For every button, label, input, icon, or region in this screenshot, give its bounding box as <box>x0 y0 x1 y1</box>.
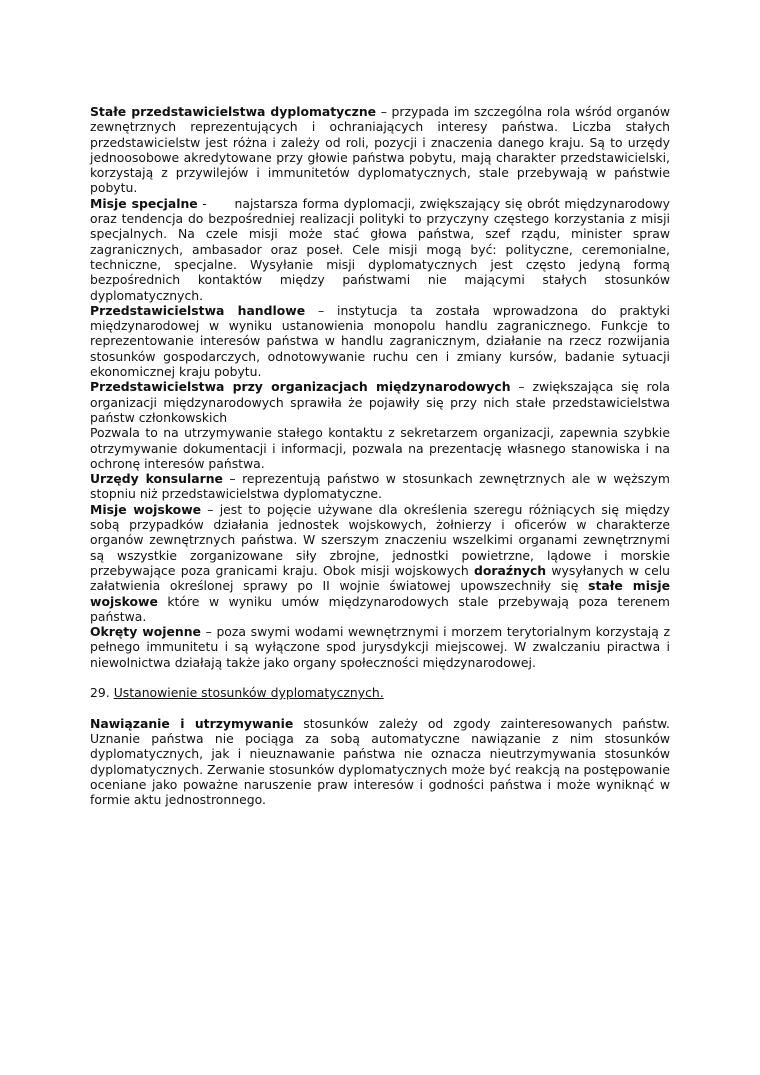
document-page <box>90 104 674 808</box>
paragraph-przedstawicielstwa-handlowe <box>90 303 670 379</box>
term-dorazne: doraźnych <box>474 562 547 578</box>
term-stale-misje-wojskowe: stałe misje wojskowe <box>90 578 670 609</box>
section-title: Ustanowienie stosunków dyplomatycznych. <box>113 685 384 701</box>
paragraph-text: stosunków zależy od zgody zainteresowanych państw. Uznanie państwa nie pociąga za sobą automatyczne nawiązanie z nim stosunków dyplomatycznych, jak i nieuznawanie państwa nie oznacza nieutrzymywania stosunków dyplomatycznych. Zerwanie stosunków dyplomatycznych może być reakcją na postępowanie oceniane jako poważne naruszenie praw interesów i godności państwa i może wyniknąć w formie aktu jednostronnego. <box>90 715 670 808</box>
paragraph-okrety-wojenne <box>90 624 670 670</box>
term-stale-przedstawicielstwa: Stałe przedstawicielstwa dyplomatyczne <box>90 104 377 119</box>
paragraph-misje-wojskowe <box>90 502 670 624</box>
paragraph-stale-przedstawicielstwa <box>90 104 670 196</box>
paragraph-misje-specjalne <box>90 195 674 303</box>
paragraph-text: - najstarsza forma dyplomacji, zwiększający się obrót międzynarodowy oraz tendencja do bezpośredniej realizacji polityki to przyczyny częstego korzystania z misji specjalnych. Na czele misji może stać głowa państwa, szef rządu, minister spraw zagranicznych, ambasador oraz poseł. Cele misji mogą być: polityczne, ceremonialne, techniczne, specjalne. Wysyłanie misji dyplomatycznych jest często jedyną formą bezpośrednich kontaktów między państwami nie mającymi stałych stosunków dyplomatycznych. <box>90 195 674 303</box>
paragraph-text: – reprezentują państwo w stosunkach zewnętrznych ale w węższym stopniu niż przedstawicielstwa dyplomatyczne. <box>90 471 670 502</box>
paragraph-text: które w wyniku umów międzynarodowych stale przebywają poza terenem państwa. <box>90 593 670 624</box>
section-heading <box>90 685 670 700</box>
paragraph-text: – jest to pojęcie używane dla określenia szeregu różniących się między sobą przypadków działania jednostek wojskowych, żołnierzy i oficerów w charakterze organów zewnętrznych państwa. W szerszym znaczeniu wszelkimi organami zewnętrznymi są wszystkie zorganizowane siły zbrojne, jednostki powietrzne, lądowe i morskie przebywające poza granicami kraju. Obok misji wojskowych <box>90 501 670 578</box>
paragraph-organizacje-miedzynarodowe <box>90 379 670 425</box>
term-misje-wojskowe: Misje wojskowe <box>90 501 202 517</box>
term-okrety-wojenne: Okręty wojenne <box>90 624 201 640</box>
term-misje-specjalne: Misje specjalne <box>90 195 198 211</box>
paragraph-urzedy-konsularne <box>90 471 670 502</box>
term-urzedy-konsularne: Urzędy konsularne <box>90 471 223 487</box>
paragraph-text: – poza swymi wodami wewnętrznymi i morzem terytorialnym korzystają z pełnego immunitetu i są wyłączone spod jurysdykcji miejscowej. W zwalczaniu piractwa i niewolnictwa działają także jako organy społeczności międzynarodowej. <box>90 624 670 670</box>
paragraph-text: – zwiększająca się rola organizacji międzynarodowych sprawiła że pojawiły się przy nich stałe przedstawicielstwa państw członkowskich <box>90 379 670 425</box>
term-przedstawicielstwa-handlowe: Przedstawicielstwa handlowe <box>90 302 306 318</box>
spacer <box>90 701 670 716</box>
paragraph-text: – instytucja ta została wprowadzona do praktyki międzynarodowej w wyniku ustanowienia monopolu handlu zagranicznego. Funkcje to reprezentowanie interesów państwa w handlu zagranicznym, działanie na rzecz rozwijania stosunków gospodarczych, odnotowywanie ruchu cen i zmiany kursów, badanie sytuacji ekonomicznej kraju pobytu. <box>90 302 670 380</box>
paragraph-text: Pozwala to na utrzymywanie stałego kontaktu z sekretarzem organizacji, zapewnia szybkie otrzymywanie dokumentacji i informacji, pozwala na prezentację własnego stanowiska i na ochronę interesów państwa. <box>90 425 670 471</box>
paragraph-text: wysyłanych w celu załatwienia określonej sprawy po II wojnie światowej upowszechniły się <box>90 562 671 594</box>
term-organizacje-miedzynarodowe: Przedstawicielstwa przy organizacjach międzynarodowych <box>90 379 511 395</box>
paragraph-text: – przypada im szczególna rola wśród organów zewnętrznych reprezentujących i ochraniających interesy państwa. Liczba stałych przedstawicielstw jest różna i zależy od roli, pozycji i znaczenia danego kraju. Są to urzędy jednoosobowe akredytowane przy głowie państwa pobytu, mają charakter przedstawicielski, korzystają z przywilejów i immunitetów dyplomatycznych, stale przebywają w państwie pobytu. <box>90 104 670 196</box>
term-nawiazanie: Nawiązanie i utrzymywanie <box>90 715 294 731</box>
paragraph-nawiazanie <box>90 716 670 808</box>
paragraph-pozwala <box>90 425 670 471</box>
spacer <box>90 670 670 685</box>
section-number: 29. <box>90 685 110 701</box>
